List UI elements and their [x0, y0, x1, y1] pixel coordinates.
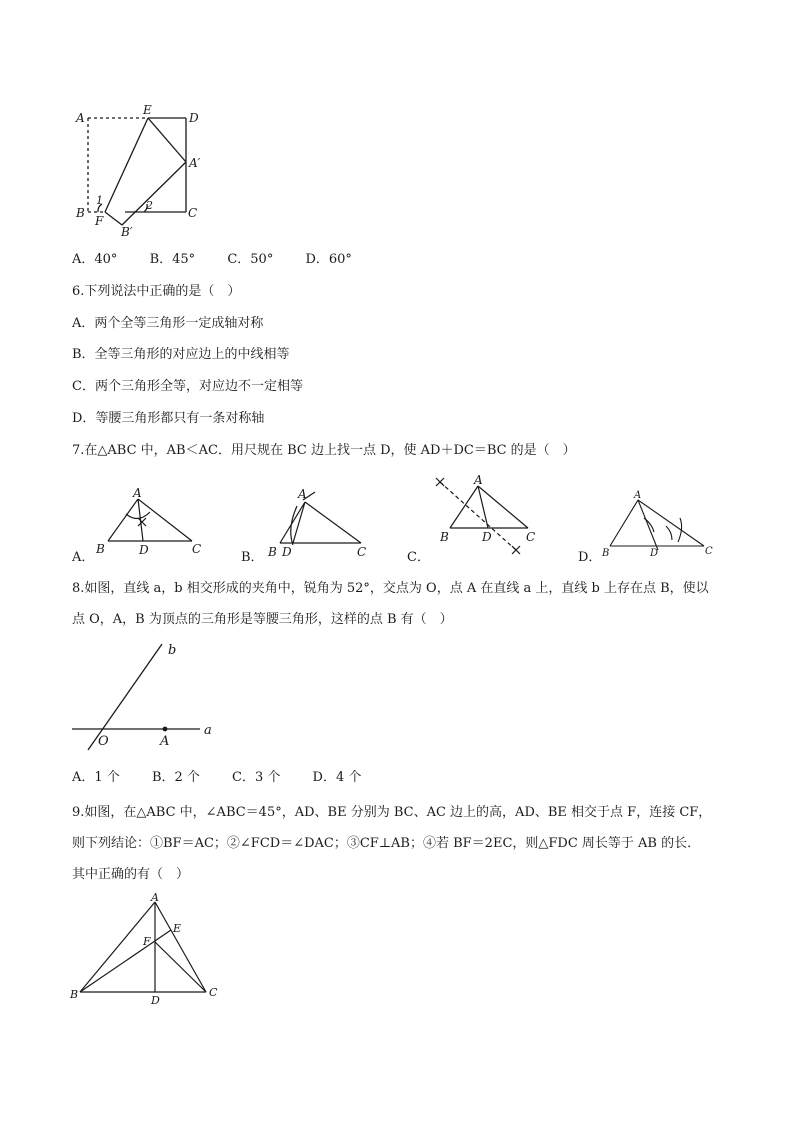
q5-figure: [60, 100, 220, 240]
q5-option-b[interactable]: B．45°: [149, 252, 196, 267]
q7-figure-b: [265, 484, 375, 559]
q7b-label-d: D: [282, 545, 292, 559]
q9-label-f: F: [143, 935, 151, 948]
q7b-label-b: B: [268, 545, 277, 559]
q5-option-c[interactable]: C．50°: [227, 252, 274, 267]
q8-label-a-point: A: [160, 734, 170, 749]
q8-figure: [60, 640, 230, 755]
q7c-label-c: C: [526, 530, 536, 544]
q7a-label-a: A: [133, 486, 142, 500]
q7d-label-b: B: [602, 548, 610, 559]
q9-label-a: A: [151, 891, 159, 904]
q8-label-o: O: [98, 734, 109, 749]
q5-label-d: D: [189, 111, 199, 125]
q6-option-c[interactable]: C．两个三角形全等，对应边不一定相等: [72, 379, 303, 394]
q9-stem-line2: 则下列结论：①BF＝AC；②∠FCD＝∠DAC；③CF⊥AB；④若 BF＝2EC，则△FDC 周长等于 AB 的长．: [72, 836, 701, 851]
q8-stem-line1: 8.如图，直线 a，b 相交形成的夹角中，锐角为 52°，交点为 O，点 A 在直线 a 上，直线 b 上存在点 B，使以: [72, 581, 709, 596]
q7-figure-c: [430, 470, 550, 560]
q7b-label-c: C: [357, 545, 367, 559]
q5-label-b: B: [76, 206, 85, 220]
q7a-label-c: C: [192, 542, 202, 556]
q8-label-a-line: a: [204, 723, 212, 738]
q9-label-e: E: [173, 922, 182, 935]
q6-option-a[interactable]: A．两个全等三角形一定成轴对称: [72, 316, 264, 331]
q7a-label-d: D: [139, 543, 149, 557]
q9-stem-line1: 9.如图，在△ABC 中，∠ABC＝45°，AD、BE 分别为 BC、AC 边上的高，AD、BE 相交于点 F，连接 CF，: [72, 805, 712, 820]
q8-option-b[interactable]: B．2 个: [151, 770, 200, 785]
q7b-label-a: A: [298, 487, 307, 501]
q5-options: [72, 251, 380, 269]
q8-option-c[interactable]: C．3 个: [232, 770, 281, 785]
q5-label-f: F: [95, 214, 104, 228]
q7c-label-d: D: [482, 530, 492, 544]
q7a-label-b: B: [96, 542, 105, 556]
q6-stem: 6.下列说法中正确的是（ ）: [72, 284, 241, 299]
q7d-label-c: C: [705, 546, 713, 557]
q8-options: [72, 769, 389, 787]
q7d-label-a: A: [634, 490, 642, 501]
q7-option-c-label[interactable]: C．: [407, 550, 430, 565]
q5-label-a: A: [76, 111, 85, 125]
q8-label-b: b: [168, 643, 177, 658]
q5-label-a-prime: A′: [189, 156, 201, 170]
q7-figure-d: [600, 488, 720, 560]
q9-stem-line3: 其中正确的有（ ）: [72, 867, 190, 882]
q9-label-c: C: [209, 986, 218, 999]
q7c-label-b: B: [440, 530, 449, 544]
q7-figure-a: [96, 484, 208, 559]
q5-label-angle2: 2: [146, 199, 153, 212]
q8-stem-line2: 点 O，A，B 为顶点的三角形是等腰三角形，这样的点 B 有（ ）: [72, 612, 453, 627]
q5-label-b-prime: B′: [121, 225, 133, 239]
q5-label-angle1: 1: [96, 194, 103, 207]
q7d-label-d: D: [650, 548, 659, 559]
q6-option-b[interactable]: B．全等三角形的对应边上的中线相等: [72, 347, 290, 362]
q7-stem: 7.在△ABC 中，AB＜AC．用尺规在 BC 边上找一点 D，使 AD＋DC＝BC 的是（ ）: [72, 443, 576, 458]
q9-label-d: D: [151, 994, 160, 1007]
q5-label-e: E: [143, 103, 152, 117]
q7-option-d-label[interactable]: D．: [578, 550, 602, 565]
q9-figure: [60, 890, 230, 1010]
q5-option-d[interactable]: D．60°: [305, 252, 352, 267]
q6-option-d[interactable]: D．等腰三角形都只有一条对称轴: [72, 411, 265, 426]
q7-option-b-label[interactable]: B．: [241, 550, 264, 565]
q8-option-a[interactable]: A．1 个: [72, 770, 120, 785]
q5-option-a[interactable]: A．40°: [72, 252, 118, 267]
q5-label-c: C: [188, 206, 198, 220]
q7c-label-a: A: [474, 473, 483, 487]
q9-label-b: B: [70, 988, 79, 1001]
q7-option-a-label[interactable]: A．: [72, 550, 95, 565]
q8-option-d[interactable]: D．4 个: [312, 770, 362, 785]
